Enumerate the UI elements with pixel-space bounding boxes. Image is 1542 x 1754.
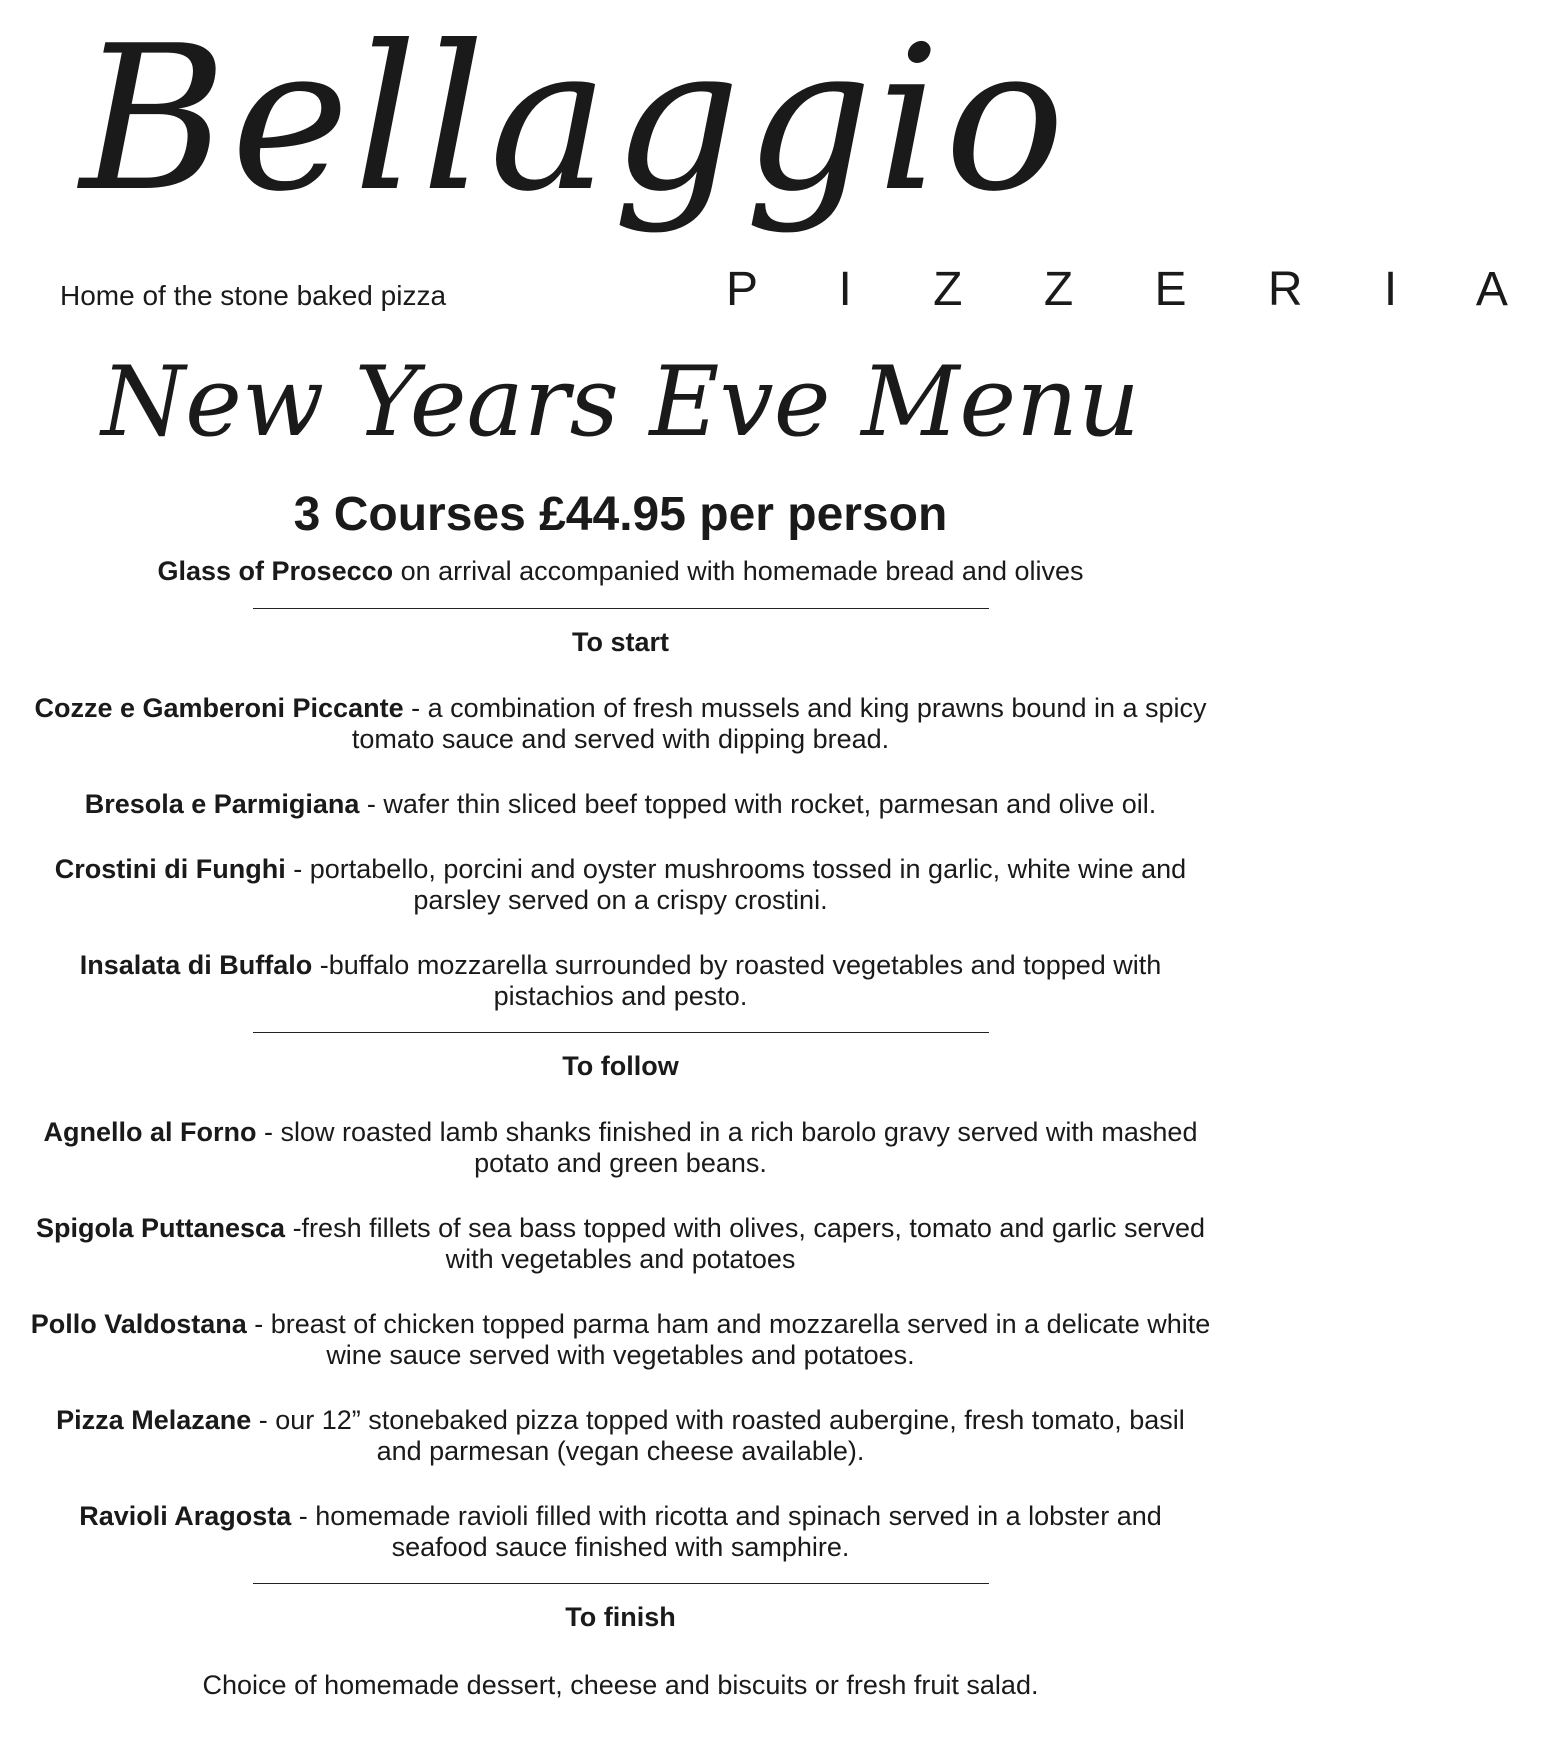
- intro-line: [30, 554, 1211, 588]
- finish-text: Choice of homemade dessert, cheese and biscuits or fresh fruit salad.: [202, 1670, 1039, 1700]
- price-line: 3 Courses £44.95 per person: [293, 488, 948, 541]
- divider: [253, 1032, 989, 1033]
- dish-description: -buffalo mozzarella surrounded by roasted vegetables and topped with pistachios and pesto.: [312, 950, 1162, 1011]
- divider: [253, 1583, 989, 1584]
- menu-title: New Years Eve Menu: [101, 346, 1140, 458]
- dish-item: [30, 1117, 1211, 1179]
- logo-wordmark: Bellaggio: [80, 3, 1069, 236]
- dish-description: - wafer thin sliced beef topped with rocket, parmesan and olive oil.: [359, 789, 1157, 819]
- dish-description: - homemade ravioli filled with ricotta and spinach served in a lobster and seafood sauce finished with samphire.: [291, 1501, 1162, 1562]
- section-heading-finish: To finish: [565, 1602, 676, 1632]
- dish-name: Pollo Valdostana: [30, 1309, 247, 1339]
- section-start: [30, 693, 1211, 1012]
- divider: [253, 608, 989, 609]
- dish-name: Insalata di Buffalo: [79, 950, 313, 980]
- dish-name: Ravioli Aragosta: [79, 1501, 292, 1531]
- dish-item: [30, 1213, 1211, 1275]
- dish-description: - slow roasted lamb shanks finished in a rich barolo gravy served with mashed potato and green beans.: [256, 1117, 1198, 1178]
- dish-name: Bresola e Parmigiana: [84, 789, 360, 819]
- dish-item: [30, 1405, 1211, 1467]
- menu-content: [30, 482, 1211, 1702]
- dish-item: [30, 950, 1211, 1012]
- dish-description: - breast of chicken topped parma ham and mozzarella served in a delicate white wine sauce served with vegetables and potatoes.: [246, 1309, 1211, 1370]
- dish-item: [30, 1309, 1211, 1371]
- dish-item: [30, 693, 1211, 755]
- tagline: Home of the stone baked pizza: [60, 280, 447, 311]
- dish-description: - portabello, porcini and oyster mushrooms tossed in garlic, white wine and parsley served on a crispy crostini.: [285, 854, 1187, 915]
- logo-subtitle: P I Z Z E R I A: [726, 263, 1542, 316]
- dish-description: -fresh fillets of sea bass topped with olives, capers, tomato and garlic served with vegetables and potatoes: [285, 1213, 1206, 1274]
- dish-description: - our 12” stonebaked pizza topped with roasted aubergine, fresh tomato, basil and parmesan (vegan cheese available).: [251, 1405, 1185, 1466]
- brand-header: [0, 0, 1542, 340]
- intro-bold: Glass of Prosecco: [157, 556, 394, 586]
- intro-text: on arrival accompanied with homemade bread and olives: [393, 556, 1084, 586]
- dish-name: Spigola Puttanesca: [35, 1213, 286, 1243]
- dish-name: Agnello al Forno: [43, 1117, 257, 1147]
- dish-name: Cozze e Gamberoni Piccante: [34, 693, 404, 723]
- section-heading-follow: To follow: [562, 1051, 679, 1081]
- dish-item: [30, 854, 1211, 916]
- dish-name: Crostini di Funghi: [54, 854, 286, 884]
- section-heading-start: To start: [571, 627, 669, 657]
- dish-description: - a combination of fresh mussels and king prawns bound in a spicy tomato sauce and served with dipping bread.: [351, 693, 1207, 754]
- dish-name: Pizza Melazane: [56, 1405, 252, 1435]
- dish-item: [30, 789, 1211, 820]
- dish-item: [30, 1501, 1211, 1563]
- section-follow: [30, 1117, 1211, 1563]
